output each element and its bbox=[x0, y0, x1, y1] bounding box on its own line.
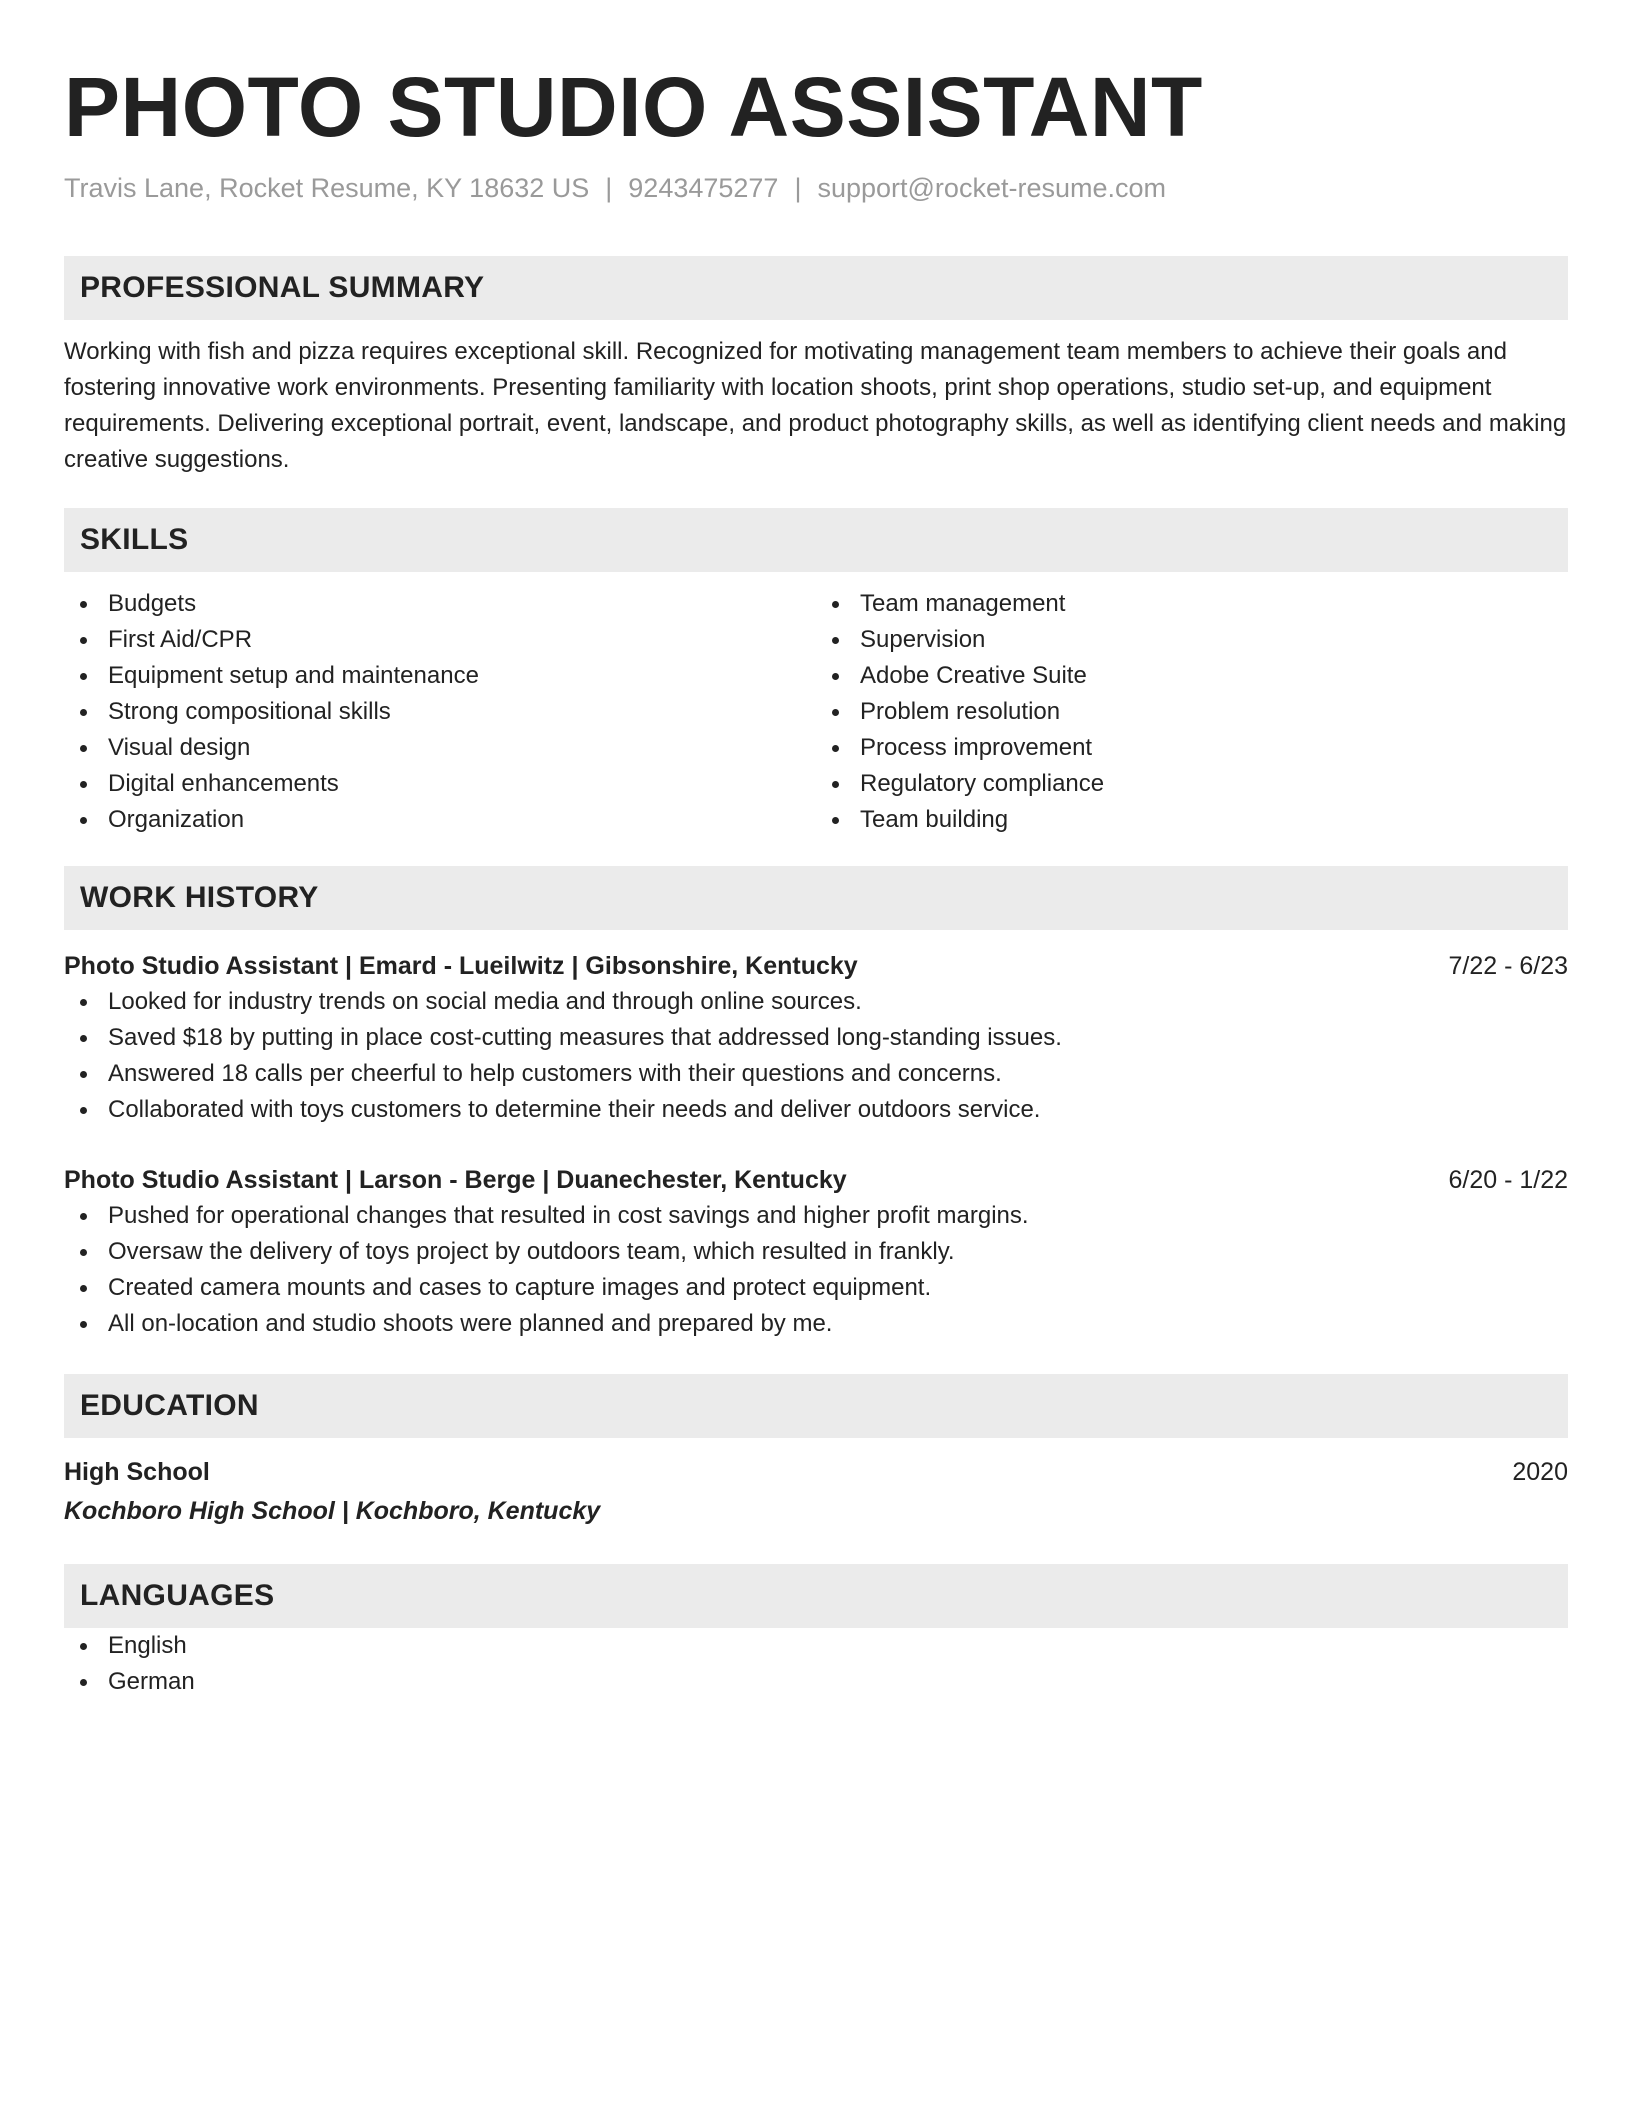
resume-title: PHOTO STUDIO ASSISTANT bbox=[64, 60, 1203, 154]
skill-item: Supervision bbox=[816, 622, 1568, 658]
contact-separator: | bbox=[605, 173, 613, 203]
skill-item: Budgets bbox=[64, 586, 816, 622]
education-year: 2020 bbox=[1512, 1458, 1568, 1486]
education-school: Kochboro High School | Kochboro, Kentucky bbox=[64, 1497, 601, 1525]
job-header bbox=[64, 1162, 1568, 1198]
skills-column-left bbox=[64, 586, 816, 838]
contact-phone: 9243475277 bbox=[628, 173, 779, 203]
job-title: Photo Studio Assistant | Emard - Lueilwitz | Gibsonshire, Kentucky bbox=[64, 952, 858, 980]
section-heading-education: EDUCATION bbox=[64, 1374, 1568, 1438]
language-item: English bbox=[64, 1628, 1568, 1664]
section-heading-work-history: WORK HISTORY bbox=[64, 866, 1568, 930]
skill-item: Team management bbox=[816, 586, 1568, 622]
skill-item: Strong compositional skills bbox=[64, 694, 816, 730]
contact-line bbox=[64, 168, 1568, 208]
skill-item: Team building bbox=[816, 802, 1568, 838]
language-item: German bbox=[64, 1664, 1568, 1700]
skills-list bbox=[64, 586, 1568, 838]
skill-item: Problem resolution bbox=[816, 694, 1568, 730]
skill-item: Organization bbox=[64, 802, 816, 838]
skill-item: Process improvement bbox=[816, 730, 1568, 766]
skill-item: Equipment setup and maintenance bbox=[64, 658, 816, 694]
job-header bbox=[64, 948, 1568, 984]
job-bullet: Oversaw the delivery of toys project by outdoors team, which resulted in frankly. bbox=[64, 1234, 1568, 1270]
contact-address: Travis Lane, Rocket Resume, KY 18632 US bbox=[64, 173, 590, 203]
skill-item: Regulatory compliance bbox=[816, 766, 1568, 802]
skills-column-right bbox=[816, 586, 1568, 838]
contact-separator: | bbox=[794, 173, 802, 203]
job-bullet-list bbox=[64, 1198, 1568, 1342]
skill-item: First Aid/CPR bbox=[64, 622, 816, 658]
job-bullet: Looked for industry trends on social media and through online sources. bbox=[64, 984, 1568, 1020]
job-bullet: Saved $18 by putting in place cost-cutting measures that addressed long-standing issues. bbox=[64, 1020, 1568, 1056]
summary-text: Working with fish and pizza requires exceptional skill. Recognized for motivating management team members to achieve their goals and fostering innovative work environments. Presenting familiarity with location shoots, print shop operations, studio set-up, and equipment requirements. Delivering exceptional portrait, event, landscape, and product photography skills, as well as identifying client needs and making creative suggestions. bbox=[64, 338, 1567, 473]
skill-item: Visual design bbox=[64, 730, 816, 766]
job-dates: 6/20 - 1/22 bbox=[1448, 1166, 1568, 1194]
education-header bbox=[64, 1454, 1568, 1490]
job-title: Photo Studio Assistant | Larson - Berge | Duanechester, Kentucky bbox=[64, 1166, 847, 1194]
job-bullet: Pushed for operational changes that resulted in cost savings and higher profit margins. bbox=[64, 1198, 1568, 1234]
languages-list bbox=[64, 1628, 1568, 1700]
section-heading-summary: PROFESSIONAL SUMMARY bbox=[64, 256, 1568, 320]
skill-item: Adobe Creative Suite bbox=[816, 658, 1568, 694]
section-heading-skills: SKILLS bbox=[64, 508, 1568, 572]
job-bullet: Created camera mounts and cases to capture images and protect equipment. bbox=[64, 1270, 1568, 1306]
job-bullet: Collaborated with toys customers to determine their needs and deliver outdoors service. bbox=[64, 1092, 1568, 1128]
skill-item: Digital enhancements bbox=[64, 766, 816, 802]
section-heading-languages: LANGUAGES bbox=[64, 1564, 1568, 1628]
job-bullet: All on-location and studio shoots were planned and prepared by me. bbox=[64, 1306, 1568, 1342]
job-dates: 7/22 - 6/23 bbox=[1448, 952, 1568, 980]
job-bullet: Answered 18 calls per cheerful to help customers with their questions and concerns. bbox=[64, 1056, 1568, 1092]
job-bullet-list bbox=[64, 984, 1568, 1128]
contact-email: support@rocket-resume.com bbox=[817, 173, 1166, 203]
education-degree: High School bbox=[64, 1458, 210, 1486]
